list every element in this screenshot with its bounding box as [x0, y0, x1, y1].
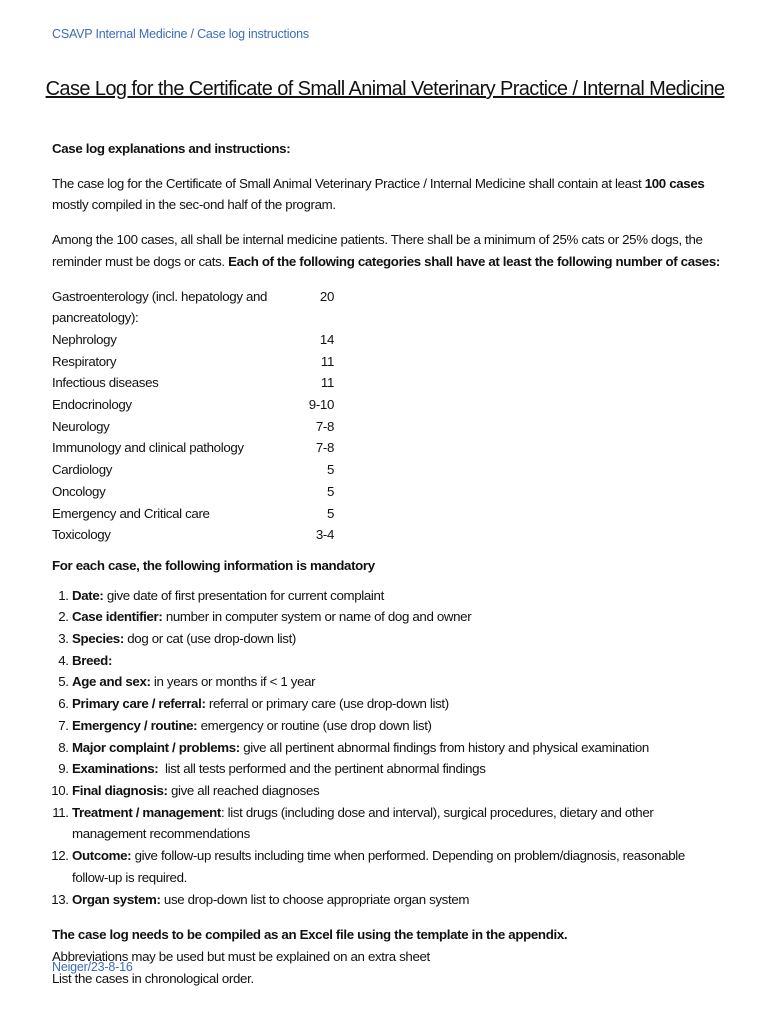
- mandatory-item-text: give follow-up results including time when performed. Depending on problem/diagnosis, reasonable follow-up is required.: [72, 848, 689, 885]
- closing-line-abbreviations: Abbreviations may be used but must be explained on an extra sheet: [52, 948, 430, 964]
- mandatory-item: [72, 628, 720, 650]
- category-row: [52, 416, 334, 438]
- mandatory-item-label: Final diagnosis:: [72, 782, 168, 798]
- mandatory-item-text: referral or primary care (use drop-down list): [205, 696, 449, 712]
- category-row: [52, 503, 334, 525]
- mandatory-item-text: : list drugs (including dose and interval), surgical procedures, dietary and other management recommendations: [72, 804, 657, 842]
- category-name: Gastroenterology (incl. hepatology and pancreatology):: [52, 288, 268, 326]
- category-row: [52, 524, 334, 546]
- mandatory-item-label: Organ system:: [72, 891, 161, 907]
- mandatory-item: [72, 693, 720, 715]
- category-name: Infectious diseases: [52, 375, 159, 391]
- category-count: 20: [319, 288, 334, 304]
- mandatory-item-label: Treatment / management: [72, 804, 221, 820]
- mandatory-item: [72, 737, 720, 759]
- mandatory-item-text: give all reached diagnoses: [167, 782, 320, 798]
- category-count: 9-10: [308, 397, 334, 413]
- closing-notes: [52, 924, 720, 989]
- running-header: CSAVP Internal Medicine / Case log instructions: [52, 27, 309, 41]
- category-row: [52, 351, 334, 373]
- document-title: Case Log for the Certificate of Small Animal Veterinary Practice / Internal Medicine: [45, 78, 725, 100]
- mandatory-item-label: Breed:: [72, 652, 113, 668]
- category-count: 7-8: [315, 418, 334, 434]
- mandatory-list: [52, 585, 720, 911]
- mandatory-item-label: Major complaint / problems:: [72, 739, 240, 755]
- mandatory-item: [72, 758, 720, 780]
- category-count: 11: [320, 353, 334, 369]
- category-count: 5: [326, 483, 334, 499]
- paragraph-species: [52, 229, 720, 272]
- category-row: [52, 394, 334, 416]
- document-body: [52, 138, 720, 989]
- category-row: [52, 329, 334, 351]
- closing-line-order: List the cases in chronological order.: [52, 970, 254, 986]
- paragraph-text: The case log for the Certificate of Small Animal Veterinary Practice / Internal Medicine shall contain at least: [52, 175, 645, 191]
- mandatory-item-text: use drop-down list to choose appropriate organ system: [160, 891, 470, 907]
- category-row: [52, 286, 334, 329]
- mandatory-item-label: Emergency / routine:: [72, 717, 198, 733]
- running-footer: Neiger/23-8-16: [52, 960, 133, 974]
- mandatory-item-label: Examinations:: [72, 761, 159, 777]
- mandatory-item: [72, 715, 720, 737]
- category-row: [52, 437, 334, 459]
- mandatory-item-text: give date of first presentation for current complaint: [103, 587, 384, 603]
- category-count: 7-8: [315, 440, 334, 456]
- paragraph-bold-text: Each of the following categories shall have at least the following number of cases:: [228, 253, 720, 269]
- mandatory-item: [72, 671, 720, 693]
- paragraph-bold-text: 100 cases: [644, 175, 705, 191]
- mandatory-item-label: Species:: [72, 631, 124, 647]
- mandatory-item-label: Primary care / referral:: [72, 696, 206, 712]
- category-row: [52, 372, 334, 394]
- category-name: Toxicology: [52, 527, 111, 543]
- paragraph-text: mostly compiled in the sec-ond half of the program.: [52, 197, 336, 213]
- mandatory-item-label: Date:: [72, 587, 104, 603]
- category-name: Nephrology: [52, 331, 117, 347]
- mandatory-item: [72, 889, 720, 911]
- mandatory-item-text: dog or cat (use drop-down list): [123, 631, 296, 647]
- category-name: Neurology: [52, 418, 110, 434]
- closing-bold-line: [52, 924, 720, 946]
- paragraph-text: Among the 100 cases, all shall be internal medicine patients. There shall be a minimum of 25% cats or 25% dogs, the reminder must be dogs or cats.: [52, 232, 703, 269]
- mandatory-item-text: give all pertinent abnormal findings from history and physical examination: [239, 739, 649, 755]
- mandatory-item-label: Age and sex:: [72, 674, 151, 690]
- mandatory-heading: For each case, the following information is mandatory: [52, 557, 375, 573]
- category-table: [52, 286, 334, 546]
- category-count: 3-4: [315, 527, 334, 543]
- category-name: Emergency and Critical care: [52, 505, 210, 521]
- mandatory-item-text: in years or months if < 1 year: [150, 674, 316, 690]
- paragraph-case-count: [52, 173, 720, 216]
- category-count: 11: [320, 375, 334, 391]
- section-heading: Case log explanations and instructions:: [52, 141, 291, 156]
- category-row: [52, 459, 334, 481]
- mandatory-item-text: list all tests performed and the pertinent abnormal findings: [158, 761, 486, 777]
- category-count: 5: [326, 505, 334, 521]
- category-name: Cardiology: [52, 462, 113, 478]
- mandatory-item-text: emergency or routine (use drop down list): [197, 717, 432, 733]
- category-name: Endocrinology: [52, 397, 132, 413]
- category-name: Immunology and clinical pathology: [52, 440, 244, 456]
- category-row: [52, 481, 334, 503]
- mandatory-item: [72, 845, 720, 888]
- mandatory-item: [72, 650, 720, 672]
- category-name: Respiratory: [52, 353, 117, 369]
- category-name: Oncology: [52, 483, 106, 499]
- mandatory-item: [72, 585, 720, 607]
- mandatory-item-label: Outcome:: [72, 848, 132, 864]
- closing-bold-text: The case log needs to be compiled as an Excel file using the template in the appendix.: [52, 927, 568, 943]
- mandatory-item-text: number in computer system or name of dog and owner: [162, 609, 472, 625]
- mandatory-item: [72, 780, 720, 802]
- category-count: 5: [326, 462, 334, 478]
- mandatory-item: [72, 606, 720, 628]
- mandatory-item-label: Case identifier:: [72, 609, 163, 625]
- mandatory-item: [72, 802, 720, 845]
- category-count: 14: [319, 331, 334, 347]
